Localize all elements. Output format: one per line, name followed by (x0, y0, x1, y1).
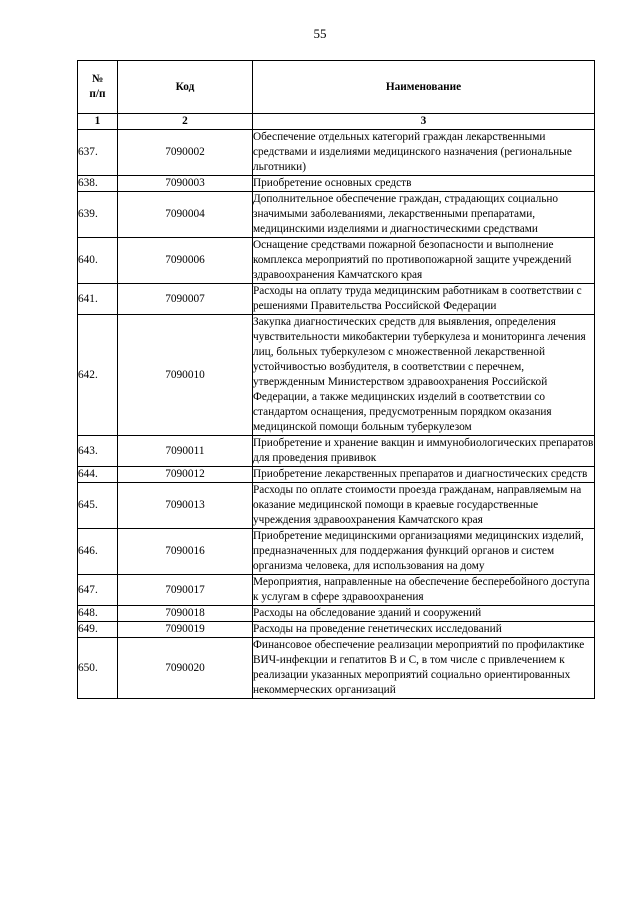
row-code: 7090002 (118, 130, 253, 176)
row-number: 642. (78, 315, 118, 436)
table-row (78, 606, 595, 622)
row-code: 7090010 (118, 315, 253, 436)
header-number-abbr: п/п (89, 88, 106, 100)
row-code: 7090019 (118, 622, 253, 638)
column-number-3: 3 (253, 114, 595, 130)
table-row (78, 622, 595, 638)
row-name: Приобретение и хранение вакцин и иммунобиологических препаратов для проведения прививок (253, 436, 595, 467)
table-row (78, 315, 595, 436)
header-number-symbol: № (91, 73, 104, 85)
table-row (78, 436, 595, 467)
row-number: 638. (78, 176, 118, 192)
row-code: 7090018 (118, 606, 253, 622)
row-number: 641. (78, 284, 118, 315)
header-name: Наименование (253, 61, 595, 114)
table-row (78, 483, 595, 529)
row-number: 644. (78, 467, 118, 483)
row-code: 7090007 (118, 284, 253, 315)
row-name: Дополнительное обеспечение граждан, страдающих социально значимыми заболеваниями, лекарственными препаратами, медицинскими изделиями и диагностическими средствами (253, 192, 595, 238)
row-number: 649. (78, 622, 118, 638)
row-number: 645. (78, 483, 118, 529)
table-row (78, 638, 595, 699)
row-name: Приобретение лекарственных препаратов и диагностических средств (253, 467, 595, 483)
table-row (78, 284, 595, 315)
column-number-2: 2 (118, 114, 253, 130)
row-name: Финансовое обеспечение реализации мероприятий по профилактике ВИЧ-инфекции и гепатитов B и C, в том числе с привлечением к реализации указанных мероприятий социально ориентированных некоммерческих организаций (253, 638, 595, 699)
row-code: 7090017 (118, 575, 253, 606)
row-code: 7090016 (118, 529, 253, 575)
row-name: Расходы на оплату труда медицинским работникам в соответствии с решениями Правительства Российской Федерации (253, 284, 595, 315)
row-name: Обеспечение отдельных категорий граждан лекарственными средствами и изделиями медицинского назначения (региональные льготники) (253, 130, 595, 176)
row-code: 7090006 (118, 238, 253, 284)
row-number: 643. (78, 436, 118, 467)
page-number: 55 (313, 26, 327, 41)
table-row (78, 575, 595, 606)
row-code: 7090011 (118, 436, 253, 467)
table-body (78, 130, 595, 699)
header-code: Код (118, 61, 253, 114)
table-row (78, 192, 595, 238)
row-number: 648. (78, 606, 118, 622)
row-number: 646. (78, 529, 118, 575)
column-number-1: 1 (78, 114, 118, 130)
row-name: Приобретение медицинскими организациями медицинских изделий, предназначенных для поддержания функций органов и систем организма человека, для использования на дому (253, 529, 595, 575)
row-name: Расходы по оплате стоимости проезда гражданам, направляемым на оказание медицинской помощи в краевые государственные учреждения здравоохранения Камчатского края (253, 483, 595, 529)
row-name: Расходы на обследование зданий и сооружений (253, 606, 595, 622)
row-number: 647. (78, 575, 118, 606)
header-number (78, 61, 118, 114)
row-name: Оснащение средствами пожарной безопасности и выполнение комплекса мероприятий по противопожарной защите учреждений здравоохранения Камчатского края (253, 238, 595, 284)
row-name: Мероприятия, направленные на обеспечение бесперебойного доступа к услугам в сфере здравоохранения (253, 575, 595, 606)
row-number: 639. (78, 192, 118, 238)
row-code: 7090003 (118, 176, 253, 192)
row-number: 650. (78, 638, 118, 699)
row-code: 7090020 (118, 638, 253, 699)
row-name: Закупка диагностических средств для выявления, определения чувствительности микобактерии туберкулеза и мониторинга лечения лиц, больных туберкулезом с множественной лекарственной устойчивостью возбудителя, в соответствии с перечнем, утвержденным Министерством здравоохранения Российской Федерации, а также медицинских изделий в соответствии со стандартом оснащения, предусмотренным порядком оказания медицинской помощи больным туберкулезом (253, 315, 595, 436)
row-number: 637. (78, 130, 118, 176)
row-name: Расходы на проведение генетических исследований (253, 622, 595, 638)
row-number: 640. (78, 238, 118, 284)
table-header-row (78, 61, 595, 114)
row-code: 7090012 (118, 467, 253, 483)
table-row (78, 130, 595, 176)
row-code: 7090013 (118, 483, 253, 529)
table-row (78, 238, 595, 284)
row-code: 7090004 (118, 192, 253, 238)
codes-table (77, 60, 595, 699)
table-row (78, 467, 595, 483)
row-name: Приобретение основных средств (253, 176, 595, 192)
column-number-row (78, 114, 595, 130)
table-row (78, 176, 595, 192)
table-row (78, 529, 595, 575)
